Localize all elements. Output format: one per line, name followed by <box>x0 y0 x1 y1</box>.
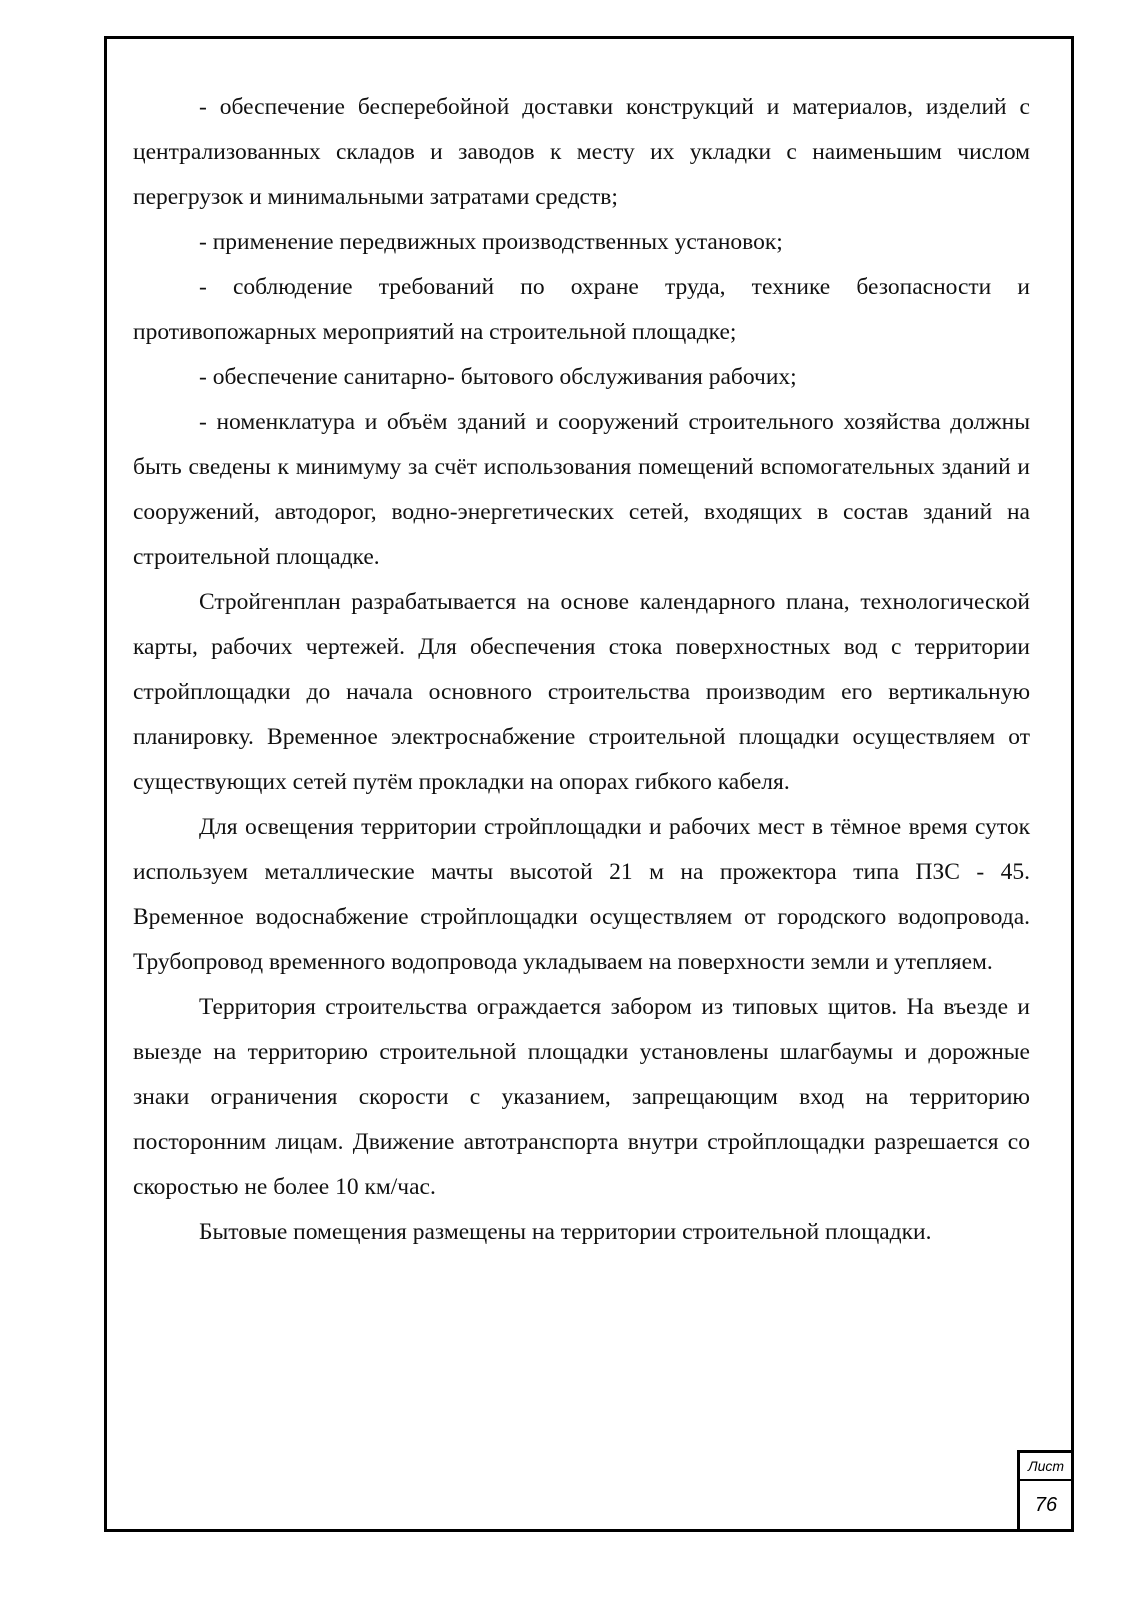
paragraph-8: Территория строительства ограждается забором из типовых щитов. На въезде и выезде на территорию строительной площадки установлены шлагбаумы и дорожные знаки ограничения скорости с указанием, запрещающим вход на территорию посторонним лицам. Движение автотранспорта внутри стройплощадки разрешается со скоростью не более 10 км/час. <box>133 994 1030 1200</box>
sheet-number: 76 <box>1034 1494 1058 1516</box>
paragraph-4: - обеспечение санитарно- бытового обслуживания рабочих; <box>199 364 797 390</box>
paragraph-5: - номенклатура и объём зданий и сооружений строительного хозяйства должны быть сведены к минимуму за счёт использования помещений вспомогательных зданий и сооружений, автодорог, водно-энергетических сетей, входящих в состав зданий на строительной площадке. <box>133 409 1030 570</box>
paragraph-1: - обеспечение бесперебойной доставки конструкций и материалов, изделий с централизованных складов и заводов к месту их укладки с наименьшим числом перегрузок и минимальными затратами средств; <box>133 94 1030 210</box>
paragraph-6: Стройгенплан разрабатывается на основе календарного плана, технологической карты, рабочих чертежей. Для обеспечения стока поверхностных вод с территории стройплощадки до начала основного строительства производим его вертикальную планировку. Временное электроснабжение строительной площадки осуществляем от существующих сетей путём прокладки на опорах гибкого кабеля. <box>133 589 1030 795</box>
paragraph-9: Бытовые помещения размещены на территории строительной площадки. <box>199 1219 932 1245</box>
sheet-label: Лист <box>1020 1453 1072 1481</box>
paragraph-3: - соблюдение требований по охране труда, технике безопасности и противопожарных мероприятий на строительной площадке; <box>133 274 1030 345</box>
paragraph-2: - применение передвижных производственных установок; <box>199 229 783 255</box>
document-body <box>133 85 1030 1255</box>
paragraph-7: Для освещения территории стройплощадки и рабочих мест в тёмное время суток используем металлические мачты высотой 21 м на прожектора типа ПЗС - 45. Временное водоснабжение стройплощадки осуществляем от городского водопровода. Трубопровод временного водопровода укладываем на поверхности земли и утепляем. <box>133 814 1030 975</box>
sheet-stamp <box>1017 1450 1072 1530</box>
